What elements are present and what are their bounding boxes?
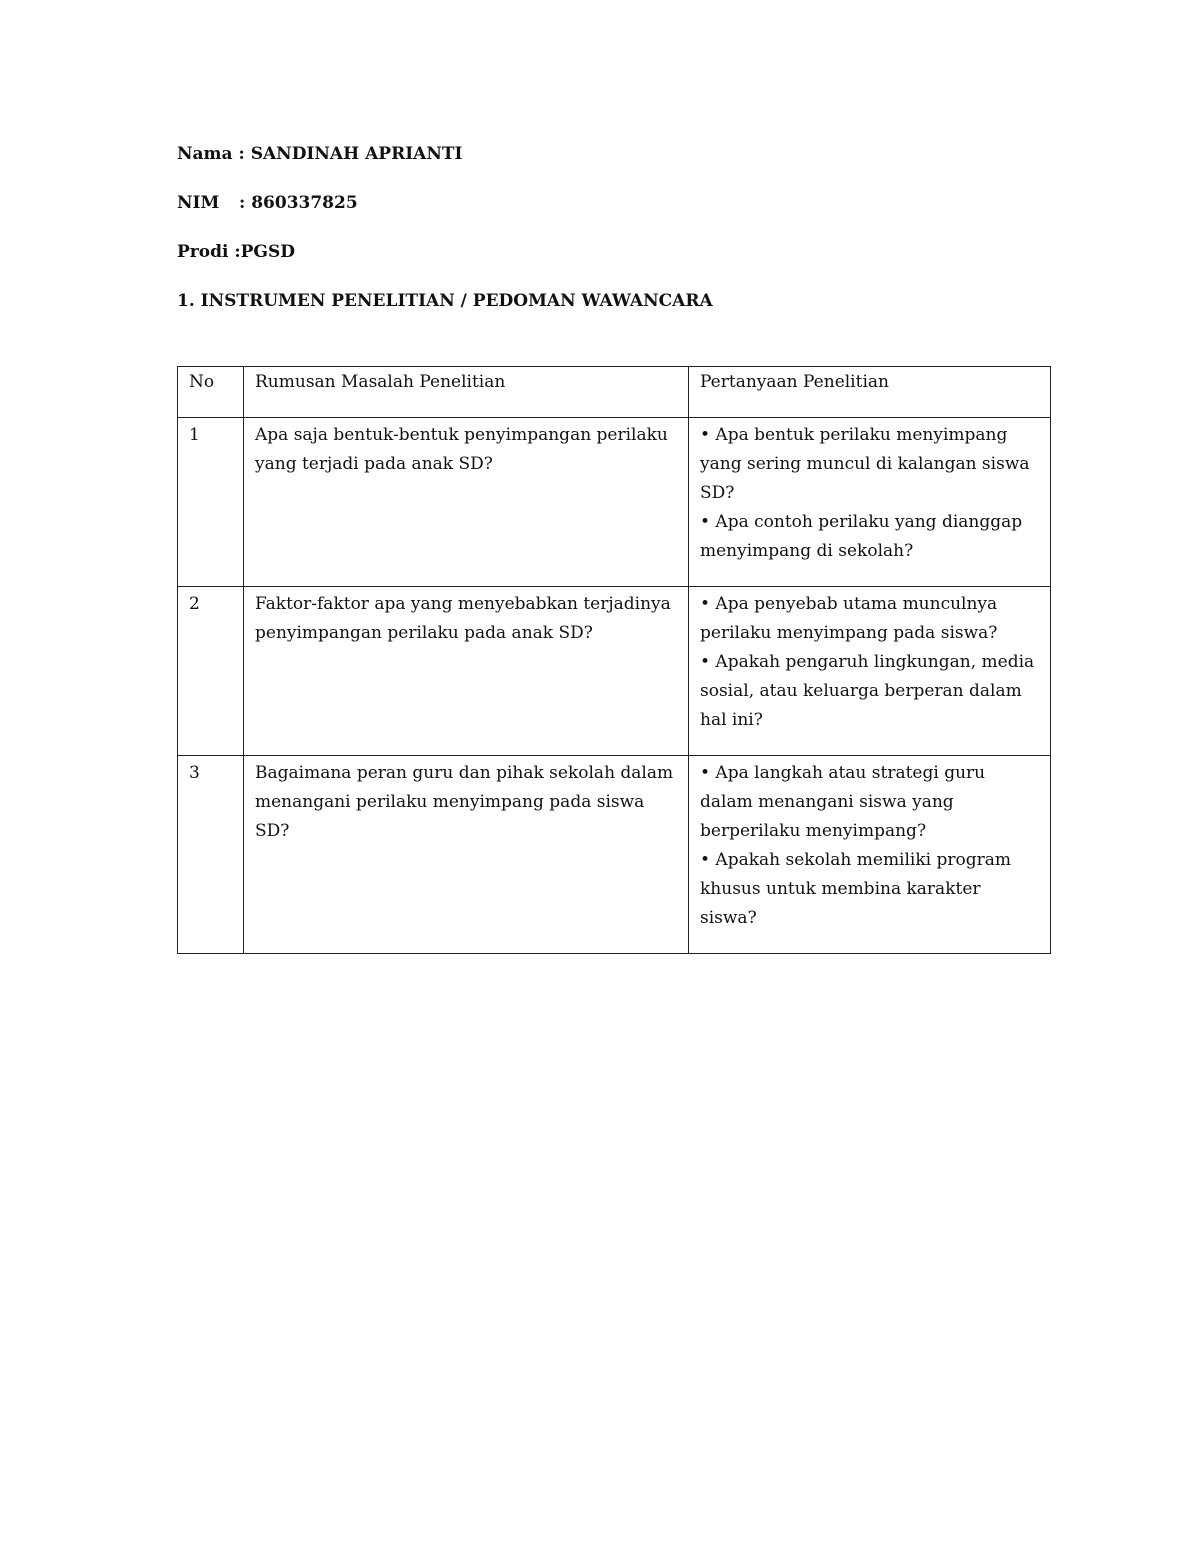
question-item: • Apa contoh perilaku yang dianggap menyimpang di sekolah? bbox=[700, 512, 1023, 561]
pertanyaan-cell bbox=[689, 587, 1051, 756]
nim-value: 860337825 bbox=[251, 193, 358, 213]
rumusan-cell: Bagaimana peran guru dan pihak sekolah dalam menangani perilaku menyimpang pada siswa SD? bbox=[244, 756, 689, 954]
nama-line bbox=[177, 144, 462, 164]
header-no: No bbox=[178, 367, 244, 418]
row-number: 3 bbox=[178, 756, 244, 954]
row-number: 1 bbox=[178, 418, 244, 587]
rumusan-cell: Apa saja bentuk-bentuk penyimpangan perilaku yang terjadi pada anak SD? bbox=[244, 418, 689, 587]
table-row bbox=[178, 587, 1051, 756]
nim-separator: : bbox=[239, 193, 246, 213]
question-item: • Apakah sekolah memiliki program khusus untuk membina karakter siswa? bbox=[700, 850, 1012, 928]
table-row bbox=[178, 756, 1051, 954]
question-item: • Apa penyebab utama munculnya perilaku menyimpang pada siswa? bbox=[700, 594, 998, 643]
prodi-separator: : bbox=[234, 242, 241, 262]
table-header-row bbox=[178, 367, 1051, 418]
row-number: 2 bbox=[178, 587, 244, 756]
nim-line bbox=[177, 193, 358, 213]
pertanyaan-cell bbox=[689, 418, 1051, 587]
nama-separator: : bbox=[238, 144, 245, 164]
prodi-line bbox=[177, 242, 295, 262]
header-pertanyaan: Pertanyaan Penelitian bbox=[689, 367, 1051, 418]
header-rumusan: Rumusan Masalah Penelitian bbox=[244, 367, 689, 418]
rumusan-cell: Faktor-faktor apa yang menyebabkan terjadinya penyimpangan perilaku pada anak SD? bbox=[244, 587, 689, 756]
pertanyaan-cell bbox=[689, 756, 1051, 954]
instrument-table bbox=[177, 366, 1051, 954]
question-item: • Apa langkah atau strategi guru dalam menangani siswa yang berperilaku menyimpang? bbox=[700, 763, 986, 841]
question-item: • Apa bentuk perilaku menyimpang yang sering muncul di kalangan siswa SD? bbox=[700, 425, 1030, 503]
section-heading: 1. INSTRUMEN PENELITIAN / PEDOMAN WAWANCARA bbox=[177, 291, 713, 311]
nim-label: NIM bbox=[177, 193, 220, 213]
prodi-value: PGSD bbox=[240, 242, 295, 262]
table-row bbox=[178, 418, 1051, 587]
nama-value: SANDINAH APRIANTI bbox=[250, 144, 463, 164]
nama-label: Nama bbox=[177, 144, 233, 164]
question-item: • Apakah pengaruh lingkungan, media sosial, atau keluarga berperan dalam hal ini? bbox=[700, 652, 1035, 730]
prodi-label: Prodi bbox=[177, 242, 229, 262]
